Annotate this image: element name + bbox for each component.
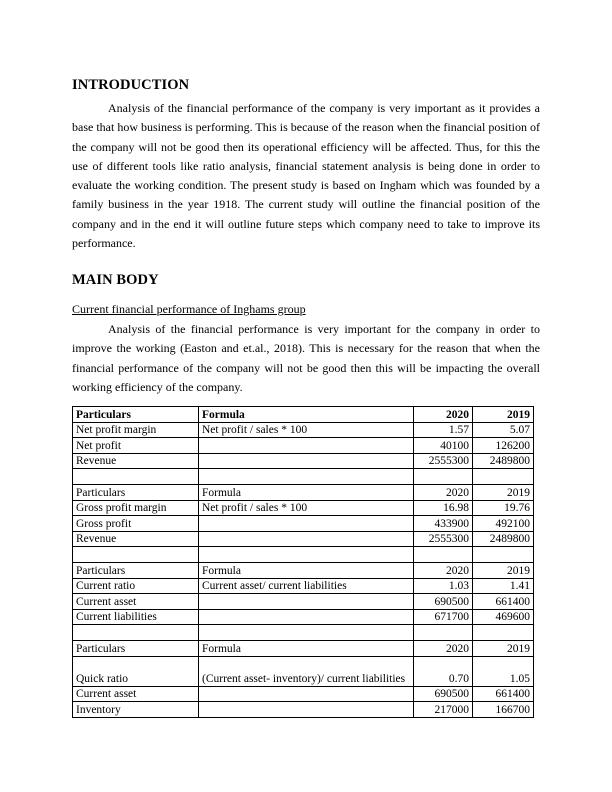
year-2020-cell: 433900: [414, 516, 473, 532]
particulars-cell: Gross profit: [73, 516, 199, 532]
formula-cell: [199, 469, 414, 485]
year-2019-cell: 661400: [473, 594, 534, 610]
year-2020-cell: 2020: [414, 640, 473, 656]
year-2019-cell: 2019: [473, 640, 534, 656]
formula-cell: [199, 702, 414, 718]
table-row: [73, 702, 534, 718]
year-2019-cell: 2019: [473, 407, 534, 423]
formula-cell: Formula: [199, 562, 414, 578]
year-2019-cell: 19.76: [473, 500, 534, 516]
year-2019-cell: 166700: [473, 702, 534, 718]
formula-cell: [199, 531, 414, 547]
particulars-cell: Particulars: [73, 640, 199, 656]
section-subheading: Current financial performance of Inghams group: [72, 302, 306, 316]
table-spacer-row: [73, 625, 534, 641]
table-row: [73, 438, 534, 454]
table-row: [73, 531, 534, 547]
year-2019-cell: 469600: [473, 609, 534, 625]
table-row: [73, 686, 534, 702]
table-body: [73, 407, 534, 718]
particulars-cell: Current asset: [73, 594, 199, 610]
particulars-cell: Revenue: [73, 453, 199, 469]
year-2020-cell: 671700: [414, 609, 473, 625]
year-2019-cell: [473, 469, 534, 485]
table-row: [73, 500, 534, 516]
year-2019-cell: 661400: [473, 686, 534, 702]
table-row: [73, 656, 534, 686]
particulars-cell: [73, 469, 199, 485]
formula-cell: Formula: [199, 640, 414, 656]
particulars-cell: Current ratio: [73, 578, 199, 594]
table-spacer-row: [73, 547, 534, 563]
formula-cell: [199, 438, 414, 454]
particulars-cell: Revenue: [73, 531, 199, 547]
year-2019-cell: 1.05: [473, 656, 534, 686]
table-row: [73, 594, 534, 610]
year-2019-cell: 126200: [473, 438, 534, 454]
particulars-cell: Inventory: [73, 702, 199, 718]
year-2020-cell: 40100: [414, 438, 473, 454]
introduction-paragraph: Analysis of the financial performance of the company is very important as it provides a base that how business is performing. This is because of the reason when the financial position of the company will not be good then its operational efficiency will be affected. Thus, for this the use of different tools like ratio analysis, financial statement analysis is being done in order to evaluate the working condition. The present study is based on Ingham which was founded by a family business in the year 1918. The current study will outline the financial position of the company and in the end it will outline future steps which company need to take to improve its performance.: [72, 101, 541, 251]
year-2019-cell: 5.07: [473, 422, 534, 438]
year-2019-cell: [473, 547, 534, 563]
main-body-paragraph: Analysis of the financial performance is very important for the company in order to improve the working (Easton and et.al., 2018). This is necessary for the reason that when the financial performance of the company will not be good then this will be impacting the overall working efficiency of the company.: [72, 322, 540, 394]
year-2020-cell: 1.03: [414, 578, 473, 594]
year-2020-cell: 1.57: [414, 422, 473, 438]
year-2020-cell: 690500: [414, 686, 473, 702]
year-2019-cell: 492100: [473, 516, 534, 532]
formula-cell: [199, 453, 414, 469]
main-body-heading: MAIN BODY: [72, 272, 159, 288]
table-header-row: [73, 562, 534, 578]
table-header-row: [73, 407, 534, 423]
year-2019-cell: 2489800: [473, 453, 534, 469]
year-2020-cell: [414, 625, 473, 641]
year-2020-cell: 2555300: [414, 453, 473, 469]
formula-cell: Formula: [199, 484, 414, 500]
particulars-cell: [73, 547, 199, 563]
particulars-cell: Particulars: [73, 484, 199, 500]
formula-cell: [199, 625, 414, 641]
formula-cell: (Current asset- inventory)/ current liabilities: [199, 656, 414, 686]
year-2019-cell: 2019: [473, 562, 534, 578]
table-header-row: [73, 484, 534, 500]
table-row: [73, 609, 534, 625]
particulars-cell: Quick ratio: [73, 656, 199, 686]
year-2020-cell: 2020: [414, 484, 473, 500]
introduction-heading: INTRODUCTION: [72, 77, 190, 93]
particulars-cell: Particulars: [73, 562, 199, 578]
particulars-cell: Current liabilities: [73, 609, 199, 625]
year-2020-cell: 2020: [414, 407, 473, 423]
particulars-cell: Net profit: [73, 438, 199, 454]
year-2020-cell: 217000: [414, 702, 473, 718]
table-row: [73, 578, 534, 594]
financial-ratios-table: [72, 406, 534, 718]
year-2020-cell: 2555300: [414, 531, 473, 547]
formula-cell: Net profit / sales * 100: [199, 422, 414, 438]
table-header-row: [73, 640, 534, 656]
formula-cell: [199, 547, 414, 563]
formula-cell: Current asset/ current liabilities: [199, 578, 414, 594]
formula-cell: [199, 609, 414, 625]
particulars-cell: Gross profit margin: [73, 500, 199, 516]
particulars-cell: Particulars: [73, 407, 199, 423]
table-row: [73, 516, 534, 532]
table-row: [73, 453, 534, 469]
formula-cell: [199, 686, 414, 702]
particulars-cell: Current asset: [73, 686, 199, 702]
formula-cell: [199, 594, 414, 610]
year-2020-cell: 16.98: [414, 500, 473, 516]
year-2020-cell: 2020: [414, 562, 473, 578]
particulars-cell: Net profit margin: [73, 422, 199, 438]
year-2020-cell: [414, 469, 473, 485]
year-2019-cell: 2019: [473, 484, 534, 500]
year-2020-cell: 690500: [414, 594, 473, 610]
formula-cell: Formula: [199, 407, 414, 423]
year-2019-cell: 2489800: [473, 531, 534, 547]
formula-cell: [199, 516, 414, 532]
formula-cell: Net profit / sales * 100: [199, 500, 414, 516]
year-2019-cell: 1.41: [473, 578, 534, 594]
year-2020-cell: [414, 547, 473, 563]
particulars-cell: [73, 625, 199, 641]
year-2019-cell: [473, 625, 534, 641]
year-2020-cell: 0.70: [414, 656, 473, 686]
table-row: [73, 422, 534, 438]
table-spacer-row: [73, 469, 534, 485]
